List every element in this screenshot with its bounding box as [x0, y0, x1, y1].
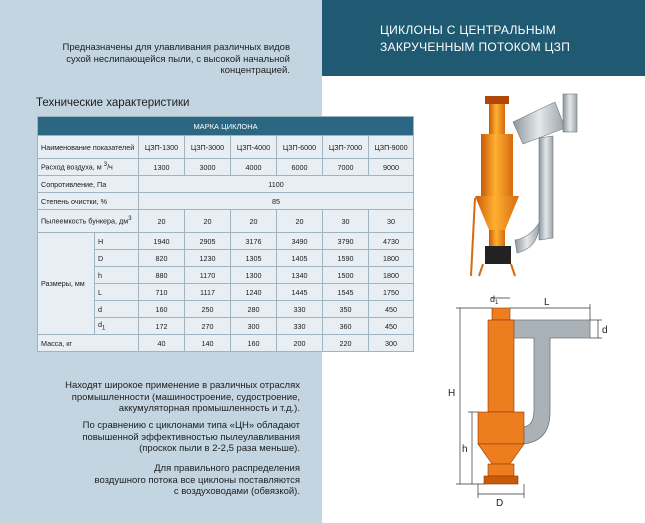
- paragraph-line: Для правильного распределения: [154, 463, 300, 474]
- model-cell: ЦЗП-7000: [323, 136, 369, 159]
- model-cell: ЦЗП-3000: [185, 136, 231, 159]
- size-name-text: d: [98, 320, 102, 330]
- value-cell: 350: [323, 301, 369, 318]
- comparison-paragraph: [20, 420, 300, 455]
- value-cell: 2905: [185, 233, 231, 250]
- table-row: [38, 284, 414, 301]
- value-cell: 3790: [323, 233, 369, 250]
- value-cell: 710: [139, 284, 185, 301]
- bunker-label: [38, 210, 139, 233]
- table-row: [38, 233, 414, 250]
- value-cell: 1117: [185, 284, 231, 301]
- applications-paragraph: [20, 380, 300, 415]
- value-cell: 20: [139, 210, 185, 233]
- table-row: [38, 117, 414, 136]
- paragraph-line: аккумуляторная промышленность и т.д.).: [118, 403, 300, 414]
- paragraph-line: По сравнению с циклонами типа «ЦН» обладают: [82, 420, 300, 431]
- value-cell: 1545: [323, 284, 369, 301]
- tech-heading: Технические характеристики: [36, 97, 190, 109]
- value-cell: 1340: [277, 267, 323, 284]
- table-row: [38, 136, 414, 159]
- value-cell: 1300: [139, 159, 185, 176]
- model-cell: ЦЗП-1300: [139, 136, 185, 159]
- model-cell: ЦЗП-6000: [277, 136, 323, 159]
- paragraph-line: воздушного потока все циклоны поставляются: [94, 474, 300, 486]
- value-cell: 20: [231, 210, 277, 233]
- value-cell: 1240: [231, 284, 277, 301]
- value-cell: 1305: [231, 250, 277, 267]
- dim-label-D: D: [496, 498, 504, 509]
- value-cell: 1800: [369, 250, 414, 267]
- value-cell: 270: [185, 318, 231, 335]
- value-cell: 30: [323, 210, 369, 233]
- paragraph-line: повышенной эффективностью пылеулавливания: [82, 431, 300, 443]
- dim-label-d1: $d_1$: [490, 294, 499, 306]
- airflow-unit-rest: /ч: [107, 162, 113, 172]
- value-cell: 160: [231, 335, 277, 352]
- value-cell: 7000: [323, 159, 369, 176]
- value-cell: 450: [369, 318, 414, 335]
- size-name: D: [95, 250, 139, 267]
- value-cell: 880: [139, 267, 185, 284]
- cyclone-schematic-diagram: [430, 292, 620, 517]
- title-line-1: ЦИКЛОНЫ С ЦЕНТРАЛЬНЫМ: [380, 23, 557, 37]
- model-cell: ЦЗП-4000: [231, 136, 277, 159]
- size-name: H: [95, 233, 139, 250]
- value-cell: 1590: [323, 250, 369, 267]
- table-row: [38, 250, 414, 267]
- value-cell: 1170: [185, 267, 231, 284]
- value-cell: 1405: [277, 250, 323, 267]
- value-cell: 1940: [139, 233, 185, 250]
- value-cell: 1800: [369, 267, 414, 284]
- value-cell: 220: [323, 335, 369, 352]
- value-cell: 250: [185, 301, 231, 318]
- value-cell: 3176: [231, 233, 277, 250]
- value-cell: 140: [185, 335, 231, 352]
- value-cell: 3000: [185, 159, 231, 176]
- bunker-unit-sup: 3: [128, 216, 132, 223]
- dim-label-d: d: [602, 325, 608, 336]
- value-cell: 1750: [369, 284, 414, 301]
- value-cell: 300: [369, 335, 414, 352]
- value-cell: 330: [277, 301, 323, 318]
- cyclone-render-illustration: [445, 88, 605, 283]
- paragraph-line: промышленности (машиностроение, судостроение,: [71, 391, 300, 403]
- table-row: [38, 193, 414, 210]
- table-row: [38, 210, 414, 233]
- paragraph-line: с воздуховодами (обвязкой).: [173, 486, 300, 497]
- value-cell: 30: [369, 210, 414, 233]
- airflow-unit-sup: 3: [103, 162, 108, 169]
- size-name: d: [95, 301, 139, 318]
- air-duct: [513, 94, 577, 253]
- resistance-label: Сопротивление, Па: [38, 176, 139, 193]
- table-row: [38, 318, 414, 335]
- table-row: [38, 267, 414, 284]
- value-cell: 1500: [323, 267, 369, 284]
- value-cell: 1445: [277, 284, 323, 301]
- intro-text: Предназначены для улавливания различных видов сухой неслипающейся пыли, с высокой начальной концентрацией.: [62, 42, 290, 76]
- airflow-label-text: Расход воздуха, м: [41, 162, 102, 172]
- mass-label: Масса, кг: [38, 335, 139, 352]
- value-cell: 6000: [277, 159, 323, 176]
- dim-label-H: H: [448, 388, 456, 399]
- value-cell: 820: [139, 250, 185, 267]
- sizes-label: Размеры, мм: [38, 233, 95, 335]
- value-cell: 1230: [185, 250, 231, 267]
- value-cell: 280: [231, 301, 277, 318]
- spec-table: [37, 116, 414, 352]
- value-cell: 3490: [277, 233, 323, 250]
- value-cell: 9000: [369, 159, 414, 176]
- table-row: [38, 176, 414, 193]
- value-cell: 360: [323, 318, 369, 335]
- resistance-value: 1100: [139, 176, 414, 193]
- value-cell: 4730: [369, 233, 414, 250]
- efficiency-value: 85: [139, 193, 414, 210]
- size-name: [95, 318, 139, 335]
- dim-label-L: L: [544, 297, 550, 308]
- value-cell: 172: [139, 318, 185, 335]
- size-name: h: [95, 267, 139, 284]
- size-name-sub: 1: [102, 325, 106, 332]
- value-cell: 300: [231, 318, 277, 335]
- value-cell: 330: [277, 318, 323, 335]
- value-cell: 20: [185, 210, 231, 233]
- title-line-2: ЗАКРУЧЕННЫМ ПОТОКОМ ЦЗП: [380, 40, 571, 54]
- value-cell: 40: [139, 335, 185, 352]
- dim-label-h: h: [462, 444, 468, 455]
- page-title: [380, 22, 630, 56]
- efficiency-label: Степень очистки, %: [38, 193, 139, 210]
- value-cell: 200: [277, 335, 323, 352]
- value-cell: 4000: [231, 159, 277, 176]
- value-cell: 160: [139, 301, 185, 318]
- value-cell: 1300: [231, 267, 277, 284]
- delivery-paragraph: [20, 463, 300, 498]
- table-row: [38, 301, 414, 318]
- brand-header: МАРКА ЦИКЛОНА: [38, 117, 414, 136]
- model-cell: ЦЗП-9000: [369, 136, 414, 159]
- cyclone-body: [471, 96, 519, 276]
- table-row: [38, 159, 414, 176]
- airflow-label: [38, 159, 139, 176]
- paragraph-line: (проскок пыли в 2-2,5 раза меньше).: [139, 443, 300, 454]
- paragraph-line: Находят широкое применение в различных отраслях: [65, 380, 300, 391]
- table-row: [38, 335, 414, 352]
- value-cell: 450: [369, 301, 414, 318]
- size-name: L: [95, 284, 139, 301]
- bunker-label-text: Пылеемкость бункера, дм: [41, 216, 129, 226]
- value-cell: 20: [277, 210, 323, 233]
- param-header: Наименование показателей: [38, 136, 139, 159]
